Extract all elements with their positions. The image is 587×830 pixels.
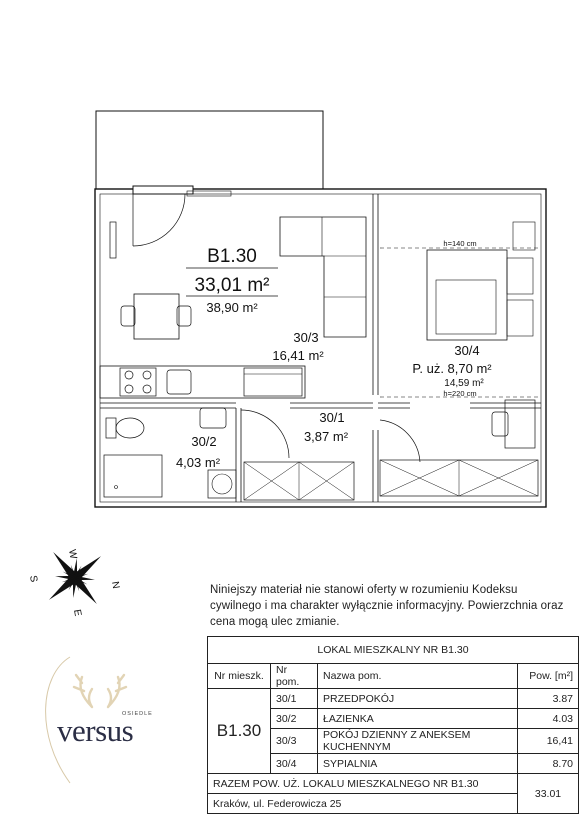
bed [427, 250, 507, 340]
bedroom-door-swing [380, 420, 420, 462]
logo-word: versus [57, 713, 134, 748]
wall-mark [110, 222, 116, 258]
sofa [280, 217, 366, 337]
room-30-3-area: 16,41 m² [272, 348, 324, 363]
kitchen-sink [167, 370, 191, 394]
chair-left [121, 306, 135, 326]
balcony-door-swing [133, 194, 185, 246]
partition-wall [373, 194, 378, 502]
room-30-2-area: 4,03 m² [175, 455, 221, 470]
balcony [96, 111, 323, 189]
ceiling-height-bottom: h=220 cm [443, 389, 477, 398]
unit-name: B1.30 [207, 246, 257, 267]
desk-chair [492, 412, 508, 436]
unit-table [207, 636, 579, 814]
compass-w: W [66, 548, 79, 560]
room-30-1-area: 3,87 m² [303, 429, 349, 444]
desk [505, 400, 535, 448]
total-value: 33.01 [518, 774, 579, 814]
dining-table [134, 294, 179, 339]
ceiling-height-top: h=140 cm [443, 239, 477, 248]
table-title: LOKAL MIESZKALNY NR B1.30 [208, 637, 579, 664]
table-row: 30/2 ŁAZIENKA 4.03 [208, 709, 579, 729]
room-30-4-no: 30/4 [454, 343, 480, 358]
versus-logo [30, 655, 190, 785]
unit-area-total: 38,90 m² [206, 300, 258, 315]
total-label: RAZEM POW. UŻ. LOKALU MIESZKALNEGO NR B1.30 [208, 774, 518, 794]
room-30-1-no: 30/1 [319, 410, 345, 425]
table-row: B1.30 30/1 PRZEDPOKÓJ 3.87 [208, 689, 579, 709]
table-row: 30/4 SYPIALNIA 8.70 [208, 754, 579, 774]
fridge [244, 368, 302, 396]
disclaimer: Niniejszy materiał nie stanowi oferty w rozumieniu Kodeksu cywilnego i ma charakter wyłącznie informacyjny. Powierzchnia oraz cena mogą ulec zmianie. [210, 584, 564, 628]
unit-number: B1.30 [208, 689, 271, 774]
shower [104, 455, 162, 497]
unit-area-main: 33,01 m² [194, 275, 270, 296]
col-header-name: Nazwa pom. [318, 664, 518, 689]
room-30-4-area-sub: 14,59 m² [444, 378, 484, 389]
col-header-room: Nr pom. [271, 664, 318, 689]
kitchen-counter [100, 366, 305, 398]
room-30-4-area: P. uż. 8,70 m² [412, 361, 492, 376]
table-row: 30/3 POKÓJ DZIENNY Z ANEKSEM KUCHENNYM 16,41 [208, 729, 579, 754]
address: Kraków, ul. Federowicza 25 [208, 794, 518, 814]
compass-e: E [71, 608, 84, 618]
balcony-door [133, 186, 193, 194]
room-30-3-no: 30/3 [293, 330, 319, 345]
stove [120, 368, 156, 396]
compass-s: S [27, 574, 40, 584]
toilet [116, 418, 144, 438]
partition-wall-h [100, 403, 541, 408]
col-header-unit: Nr mieszk. [208, 664, 271, 689]
room-30-2-no: 30/2 [191, 434, 217, 449]
window-top [187, 191, 231, 196]
logo-small-text: OSIEDLE [122, 711, 153, 717]
col-header-area: Pow. [m²] [518, 664, 579, 689]
bath-sink [200, 408, 226, 428]
hall-door-swing [241, 410, 289, 458]
compass-n: N [109, 580, 122, 590]
